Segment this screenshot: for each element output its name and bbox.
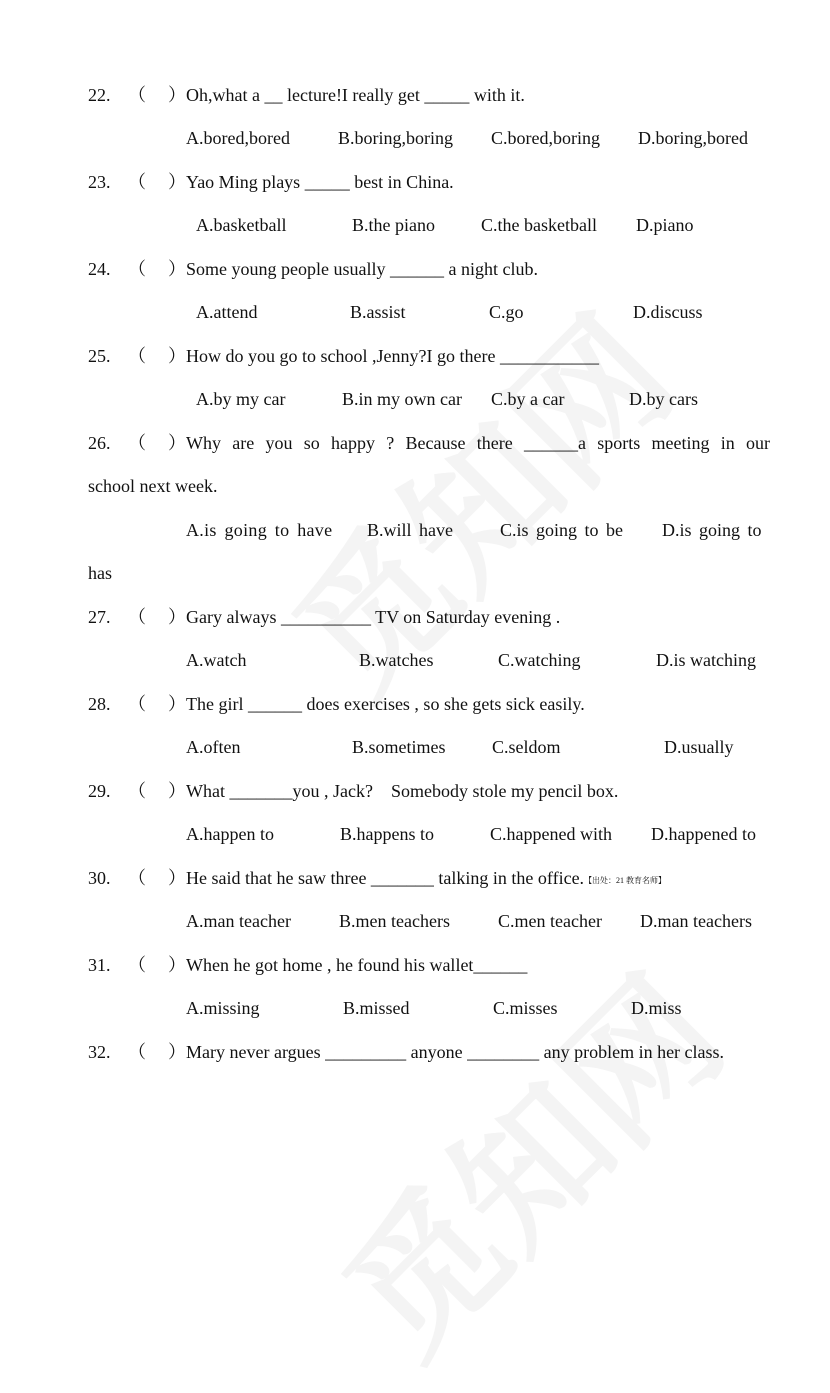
answer-paren-open: （	[128, 694, 146, 714]
question-stem: What _______you , Jack? Somebody stole my pencil box.	[186, 781, 619, 801]
option-a: A.watch	[186, 650, 247, 670]
question-stem: Why are you so happy ? Because there ______a sports meeting in our	[186, 433, 770, 453]
option-c: C.go	[489, 302, 524, 322]
option-d-continued: has	[88, 563, 112, 583]
option-c: C.misses	[493, 998, 558, 1018]
option-a: A.man teacher	[186, 911, 291, 931]
answer-paren-close: ）	[168, 607, 186, 627]
answer-paren-open: （	[128, 1042, 146, 1062]
option-d: D.usually	[664, 737, 734, 757]
option-d: D.is going to	[662, 520, 762, 540]
question-stem: Gary always __________ TV on Saturday evening .	[186, 607, 561, 627]
option-c: C.watching	[498, 650, 581, 670]
answer-paren-close: ）	[168, 346, 186, 366]
answer-paren-close: ）	[168, 955, 186, 975]
question-number: 27.	[88, 607, 111, 627]
option-c: C.seldom	[492, 737, 561, 757]
question-number: 29.	[88, 781, 111, 801]
answer-paren-open: （	[128, 781, 146, 801]
option-d: D.by cars	[629, 389, 698, 409]
answer-paren-open: （	[128, 85, 146, 105]
question-number: 32.	[88, 1042, 111, 1062]
option-d: D.discuss	[633, 302, 703, 322]
option-d: D.man teachers	[640, 911, 752, 931]
option-b: B.sometimes	[352, 737, 446, 757]
option-c: C.the basketball	[481, 215, 597, 235]
answer-paren-open: （	[128, 172, 146, 192]
watermark	[240, 263, 711, 734]
question-number: 30.	[88, 868, 111, 888]
option-c: C.happened with	[490, 824, 612, 844]
answer-paren-open: （	[128, 955, 146, 975]
answer-paren-open: （	[128, 433, 146, 453]
answer-paren-open: （	[128, 607, 146, 627]
option-b: B.assist	[350, 302, 406, 322]
question-stem-wrap	[186, 867, 666, 892]
question-number: 24.	[88, 259, 111, 279]
question-number: 26.	[88, 433, 111, 453]
answer-paren-open: （	[128, 868, 146, 888]
question-stem: How do you go to school ,Jenny?I go there ___________	[186, 346, 599, 366]
option-c: C.men teacher	[498, 911, 602, 931]
option-a: A.by my car	[196, 389, 286, 409]
question-stem: Oh,what a __ lecture!I really get _____ with it.	[186, 85, 525, 105]
option-a: A.missing	[186, 998, 260, 1018]
option-b: B.the piano	[352, 215, 435, 235]
option-b: B.watches	[359, 650, 434, 670]
option-c: C.bored,boring	[491, 128, 600, 148]
question-stem: Some young people usually ______ a night club.	[186, 259, 538, 279]
answer-paren-close: ）	[168, 172, 186, 192]
option-d: D.piano	[636, 215, 694, 235]
option-d: D.is watching	[656, 650, 756, 670]
question-number: 22.	[88, 85, 111, 105]
source-note: 【出处：21 教育名师】	[584, 876, 667, 885]
answer-paren-close: ）	[168, 85, 186, 105]
option-a: A.bored,bored	[186, 128, 290, 148]
option-b: B.happens to	[340, 824, 434, 844]
option-c: C.by a car	[491, 389, 565, 409]
option-d: D.miss	[631, 998, 682, 1018]
option-a: A.often	[186, 737, 241, 757]
question-stem: He said that he saw three _______ talking in the office.	[186, 868, 585, 888]
option-b: B.missed	[343, 998, 410, 1018]
question-number: 28.	[88, 694, 111, 714]
answer-paren-close: ）	[168, 694, 186, 714]
question-number: 25.	[88, 346, 111, 366]
answer-paren-close: ）	[168, 259, 186, 279]
option-a: A.is going to have	[186, 520, 333, 540]
option-a: A.attend	[196, 302, 258, 322]
answer-paren-close: ）	[168, 868, 186, 888]
answer-paren-close: ）	[168, 781, 186, 801]
answer-paren-open: （	[128, 346, 146, 366]
question-stem: Yao Ming plays _____ best in China.	[186, 172, 454, 192]
question-number: 31.	[88, 955, 111, 975]
answer-paren-close: ）	[168, 1042, 186, 1062]
question-stem: When he got home , he found his wallet______	[186, 955, 528, 975]
option-d: D.happened to	[651, 824, 756, 844]
question-number: 23.	[88, 172, 111, 192]
option-a: A.happen to	[186, 824, 274, 844]
question-stem: Mary never argues _________ anyone ________ any problem in her class.	[186, 1042, 725, 1062]
option-a: A.basketball	[196, 215, 287, 235]
option-d: D.boring,bored	[638, 128, 748, 148]
watermark-bottom	[290, 923, 761, 1393]
option-b: B.boring,boring	[338, 128, 453, 148]
question-stem: The girl ______ does exercises , so she gets sick easily.	[186, 694, 585, 714]
answer-paren-open: （	[128, 259, 146, 279]
option-b: B.will have	[367, 520, 453, 540]
option-b: B.men teachers	[339, 911, 450, 931]
answer-paren-close: ）	[168, 433, 186, 453]
option-c: C.is going to be	[500, 520, 624, 540]
option-b: B.in my own car	[342, 389, 462, 409]
question-stem-continued: school next week.	[88, 476, 218, 496]
